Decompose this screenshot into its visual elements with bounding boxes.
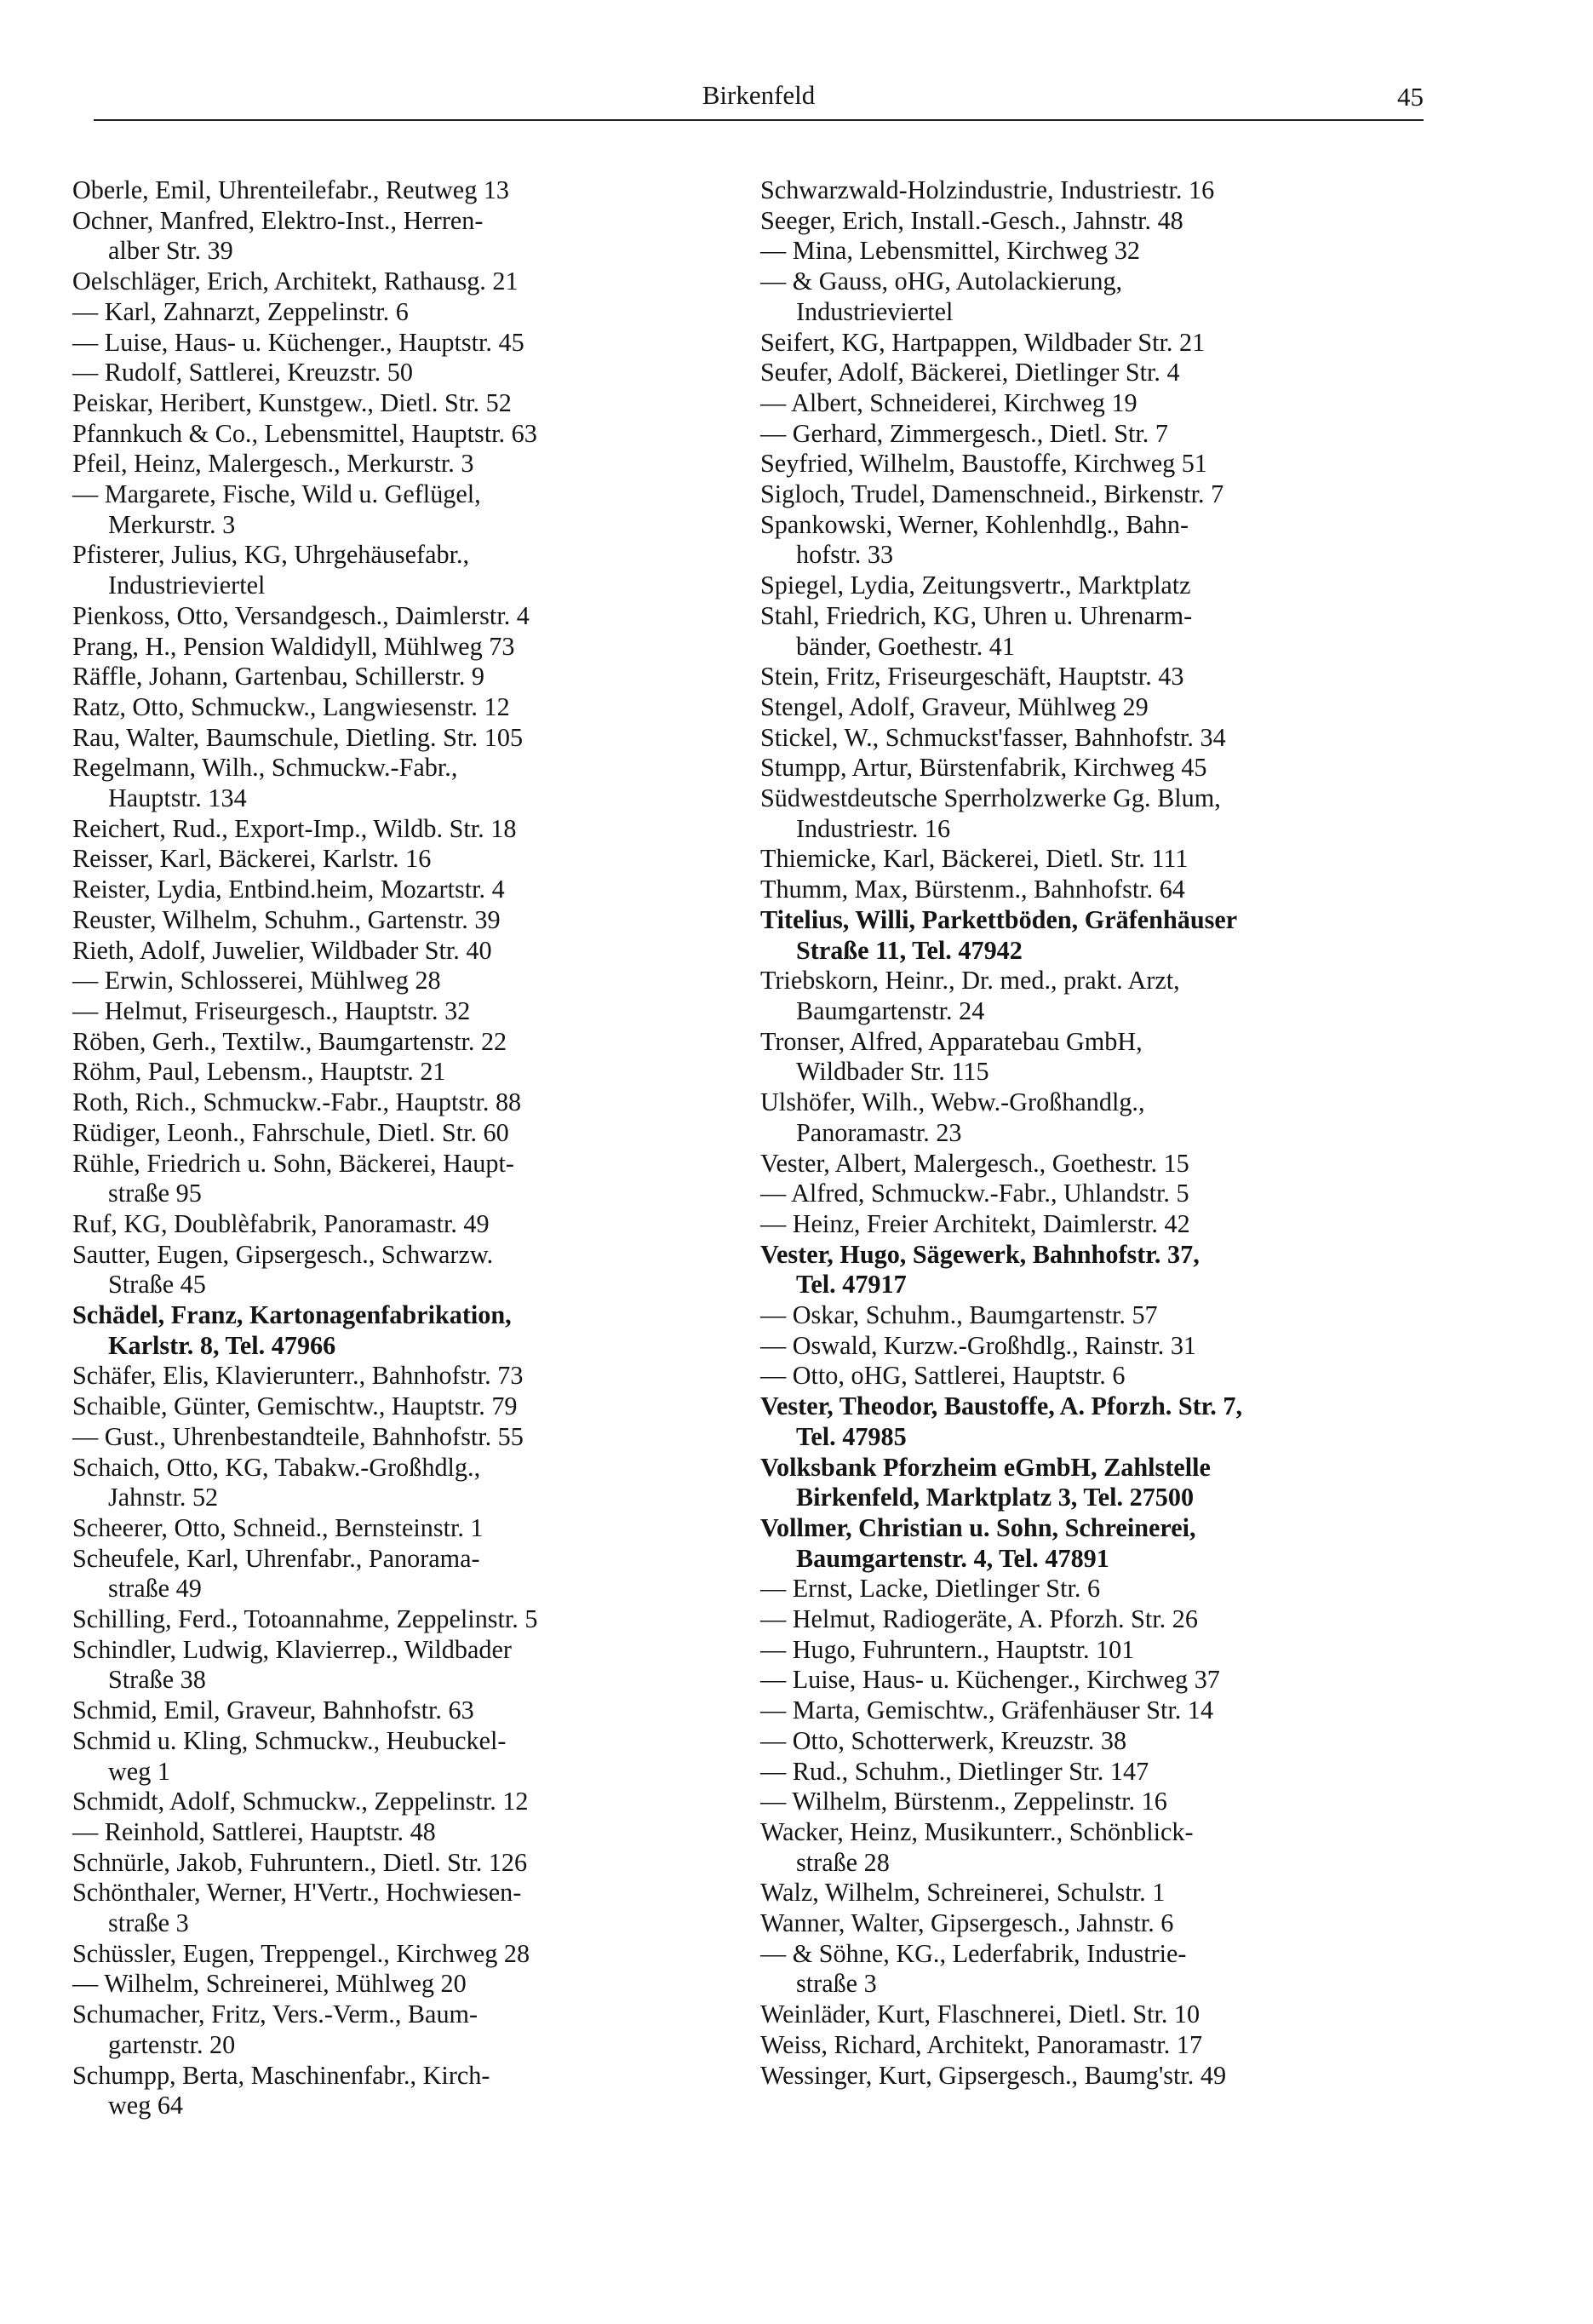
directory-entry: Rühle, Friedrich u. Sohn, Bäckerei, Haupt- straße 95 (72, 1148, 514, 1208)
directory-entry: Stickel, W., Schmuckst'fasser, Bahnhofstr. 34 (760, 722, 1226, 752)
directory-entry: Schmid u. Kling, Schmuckw., Heubuckel- weg 1 (72, 1725, 507, 1786)
directory-entry: Pfeil, Heinz, Malergesch., Merkurstr. 3 (72, 449, 474, 479)
directory-entry: Wacker, Heinz, Musikunterr., Schönblick- straße 28 (760, 1816, 1194, 1877)
directory-entry: Schindler, Ludwig, Klavierrep., Wildbader Straße 38 (72, 1634, 512, 1695)
directory-entry: Rüdiger, Leonh., Fahrschule, Dietl. Str. 60 (72, 1117, 509, 1147)
right-column (760, 175, 1458, 2091)
directory-entry: Seufer, Adolf, Bäckerei, Dietlinger Str. 4 (760, 358, 1180, 387)
directory-entry: Roth, Rich., Schmuckw.-Fabr., Hauptstr. 88 (72, 1087, 522, 1117)
directory-entry: — Helmut, Friseurgesch., Hauptstr. 32 (72, 996, 471, 1025)
directory-entry: Schädel, Franz, Kartonagenfabrikation, Karlstr. 8, Tel. 47966 (72, 1300, 512, 1360)
directory-entry: Pfannkuch & Co., Lebensmittel, Hauptstr. 63 (72, 418, 537, 448)
directory-entry: — Margarete, Fische, Wild u. Geflügel, Merkurstr. 3 (72, 479, 481, 539)
directory-entry: — & Gauss, oHG, Autolackierung, Industrieviertel (760, 267, 1123, 326)
directory-entry: Vester, Albert, Malergesch., Goethestr. 15 (760, 1148, 1189, 1178)
directory-entry: Schaible, Günter, Gemischtw., Hauptstr. 79 (72, 1392, 518, 1421)
directory-entry: Vester, Hugo, Sägewerk, Bahnhofstr. 37, Tel. 47917 (760, 1239, 1200, 1300)
directory-entry: — Marta, Gemischtw., Gräfenhäuser Str. 14 (760, 1696, 1214, 1725)
directory-entry: Spiegel, Lydia, Zeitungsvertr., Marktplatz (760, 571, 1191, 600)
directory-entry: Rieth, Adolf, Juwelier, Wildbader Str. 40 (72, 935, 492, 965)
directory-entry: — Gerhard, Zimmergesch., Dietl. Str. 7 (760, 418, 1168, 448)
directory-entry: — Mina, Lebensmittel, Kirchweg 32 (760, 236, 1141, 266)
directory-entry: — Erwin, Schlosserei, Mühlweg 28 (72, 966, 441, 996)
directory-entry: Wessinger, Kurt, Gipsergesch., Baumg'str. 49 (760, 2060, 1227, 2090)
directory-entry: — Oswald, Kurzw.-Großhdlg., Rainstr. 31 (760, 1330, 1197, 1360)
directory-entry: Schmid, Emil, Graveur, Bahnhofstr. 63 (72, 1696, 474, 1725)
directory-entry: Ruf, KG, Doublèfabrik, Panoramastr. 49 (72, 1208, 490, 1238)
directory-entry: Rau, Walter, Baumschule, Dietling. Str. 105 (72, 722, 524, 752)
directory-entry: Schumacher, Fritz, Vers.-Verm., Baum- gartenstr. 20 (72, 2000, 478, 2059)
directory-entry: — Ernst, Lacke, Dietlinger Str. 6 (760, 1574, 1101, 1604)
directory-entry: — Luise, Haus- u. Küchenger., Kirchweg 37 (760, 1665, 1220, 1695)
directory-entry: — Wilhelm, Schreinerei, Mühlweg 20 (72, 1969, 467, 1999)
directory-entry: Spankowski, Werner, Kohlenhdlg., Bahn- hofstr. 33 (760, 509, 1189, 570)
directory-entry: Ochner, Manfred, Elektro-Inst., Herren- alber Str. 39 (72, 205, 484, 266)
directory-entry: Weiss, Richard, Architekt, Panoramastr. 17 (760, 2029, 1203, 2059)
directory-entry: Schumpp, Berta, Maschinenfabr., Kirch- weg 64 (72, 2060, 490, 2120)
directory-entry: Sautter, Eugen, Gipsergesch., Schwarzw. Straße 45 (72, 1239, 494, 1300)
directory-entry: — Karl, Zahnarzt, Zeppelinstr. 6 (72, 296, 409, 326)
directory-entry: Wanner, Walter, Gipsergesch., Jahnstr. 6 (760, 1908, 1174, 1938)
directory-entry: Vester, Theodor, Baustoffe, A. Pforzh. Str. 7, Tel. 47985 (760, 1392, 1243, 1451)
directory-entry: — Albert, Schneiderei, Kirchweg 19 (760, 387, 1137, 417)
directory-entry: Schnürle, Jakob, Fuhruntern., Dietl. Str. 126 (72, 1847, 528, 1877)
header-rule (94, 119, 1424, 121)
directory-entry: Peiskar, Heribert, Kunstgew., Dietl. Str. 52 (72, 387, 512, 417)
directory-entry: Thumm, Max, Bürstenm., Bahnhofstr. 64 (760, 875, 1185, 904)
directory-entry: Volksbank Pforzheim eGmbH, Zahlstelle Birkenfeld, Marktplatz 3, Tel. 27500 (760, 1452, 1211, 1512)
directory-entry: Röhm, Paul, Lebensm., Hauptstr. 21 (72, 1057, 446, 1087)
directory-entry: — Rudolf, Sattlerei, Kreuzstr. 50 (72, 358, 413, 387)
directory-entry: — Wilhelm, Bürstenm., Zeppelinstr. 16 (760, 1787, 1167, 1816)
directory-entry: — Oskar, Schuhm., Baumgartenstr. 57 (760, 1300, 1158, 1330)
directory-entry: — Alfred, Schmuckw.-Fabr., Uhlandstr. 5 (760, 1179, 1189, 1208)
directory-entry: Schaich, Otto, KG, Tabakw.-Großhdlg., Jahnstr. 52 (72, 1452, 481, 1512)
directory-entry: Ratz, Otto, Schmuckw., Langwiesenstr. 12 (72, 691, 510, 721)
directory-entry: Südwestdeutsche Sperrholzwerke Gg. Blum, Industriestr. 16 (760, 783, 1221, 843)
directory-entry: Scheerer, Otto, Schneid., Bernsteinstr. 1 (72, 1512, 484, 1542)
directory-entry: Seifert, KG, Hartpappen, Wildbader Str. 21 (760, 327, 1206, 357)
directory-entry: Walz, Wilhelm, Schreinerei, Schulstr. 1 (760, 1878, 1166, 1908)
directory-entry: — & Söhne, KG., Lederfabrik, Industrie- straße 3 (760, 1938, 1187, 1999)
directory-entry: Ulshöfer, Wilh., Webw.-Großhandlg., Panoramastr. 23 (760, 1087, 1145, 1147)
directory-entry: Schwarzwald-Holzindustrie, Industriestr. 16 (760, 175, 1215, 204)
directory-entry: Reister, Lydia, Entbind.heim, Mozartstr. 4 (72, 875, 505, 904)
directory-entry: — Otto, Schotterwerk, Kreuzstr. 38 (760, 1725, 1127, 1755)
directory-entry: Reuster, Wilhelm, Schuhm., Gartenstr. 39 (72, 904, 501, 934)
directory-entry: Scheufele, Karl, Uhrenfabr., Panorama- straße 49 (72, 1543, 480, 1604)
directory-entry: Schilling, Ferd., Totoannahme, Zeppelinstr. 5 (72, 1604, 538, 1634)
directory-entry: Pfisterer, Julius, KG, Uhrgehäusefabr., Industrieviertel (72, 540, 470, 600)
directory-entry: Weinläder, Kurt, Flaschnerei, Dietl. Str. 10 (760, 2000, 1200, 2029)
running-head-title: Birkenfeld (702, 80, 816, 110)
directory-entry: Pienkoss, Otto, Versandgesch., Daimlerstr. 4 (72, 600, 530, 630)
directory-entry: Schüssler, Eugen, Treppengel., Kirchweg 28 (72, 1938, 530, 1968)
directory-entry: Schmidt, Adolf, Schmuckw., Zeppelinstr. 12 (72, 1787, 529, 1816)
directory-entry: Räffle, Johann, Gartenbau, Schillerstr. 9 (72, 662, 485, 691)
directory-entry: Reichert, Rud., Export-Imp., Wildb. Str. 18 (72, 813, 517, 843)
directory-entry: — Otto, oHG, Sattlerei, Hauptstr. 6 (760, 1361, 1126, 1391)
directory-entry: Reisser, Karl, Bäckerei, Karlstr. 16 (72, 844, 432, 874)
directory-entry: Seeger, Erich, Install.-Gesch., Jahnstr. 48 (760, 205, 1183, 235)
directory-entry: Oberle, Emil, Uhrenteilefabr., Reutweg 13 (72, 175, 510, 204)
directory-entry: Schäfer, Elis, Klavierunterr., Bahnhofstr. 73 (72, 1361, 524, 1391)
directory-entry: Vollmer, Christian u. Sohn, Schreinerei, Baumgartenstr. 4, Tel. 47891 (760, 1512, 1196, 1573)
directory-entry: Sigloch, Trudel, Damenschneid., Birkenstr. 7 (760, 479, 1224, 509)
directory-entry: — Heinz, Freier Architekt, Daimlerstr. 42 (760, 1208, 1190, 1238)
directory-entry: Stumpp, Artur, Bürstenfabrik, Kirchweg 45 (760, 753, 1207, 783)
directory-entry: Stein, Fritz, Friseurgeschäft, Hauptstr. 43 (760, 662, 1184, 691)
directory-entry: Prang, H., Pension Waldidyll, Mühlweg 73 (72, 631, 515, 661)
left-column (72, 175, 771, 2121)
directory-entry: — Hugo, Fuhruntern., Hauptstr. 101 (760, 1634, 1135, 1664)
directory-entry: — Gust., Uhrenbestandteile, Bahnhofstr. 55 (72, 1421, 524, 1451)
directory-entry: — Rud., Schuhm., Dietlinger Str. 147 (760, 1756, 1149, 1786)
directory-entry: — Luise, Haus- u. Küchenger., Hauptstr. 45 (72, 327, 524, 357)
directory-entry: Röben, Gerh., Textilw., Baumgartenstr. 22 (72, 1026, 507, 1056)
page-header (94, 78, 1424, 123)
directory-entry: Stahl, Friedrich, KG, Uhren u. Uhrenarm- bänder, Goethestr. 41 (760, 600, 1193, 661)
directory-entry: Triebskorn, Heinr., Dr. med., prakt. Arzt, Baumgartenstr. 24 (760, 966, 1180, 1025)
directory-entry: Oelschläger, Erich, Architekt, Rathausg. 21 (72, 267, 519, 296)
directory-entry: Schönthaler, Werner, H'Vertr., Hochwiesen- straße 3 (72, 1878, 522, 1938)
directory-entry: Seyfried, Wilhelm, Baustoffe, Kirchweg 51 (760, 449, 1207, 479)
directory-entry: Tronser, Alfred, Apparatebau GmbH, Wildbader Str. 115 (760, 1026, 1143, 1087)
directory-entry: Regelmann, Wilh., Schmuckw.-Fabr., Hauptstr. 134 (72, 753, 458, 813)
directory-entry: Thiemicke, Karl, Bäckerei, Dietl. Str. 111 (760, 844, 1189, 874)
directory-entry: Titelius, Willi, Parkettböden, Gräfenhäuser Straße 11, Tel. 47942 (760, 904, 1238, 965)
page-number: 45 (1397, 82, 1424, 112)
directory-entry: — Reinhold, Sattlerei, Hauptstr. 48 (72, 1816, 436, 1846)
directory-entry: Stengel, Adolf, Graveur, Mühlweg 29 (760, 691, 1149, 721)
directory-entry: — Helmut, Radiogeräte, A. Pforzh. Str. 26 (760, 1604, 1198, 1634)
